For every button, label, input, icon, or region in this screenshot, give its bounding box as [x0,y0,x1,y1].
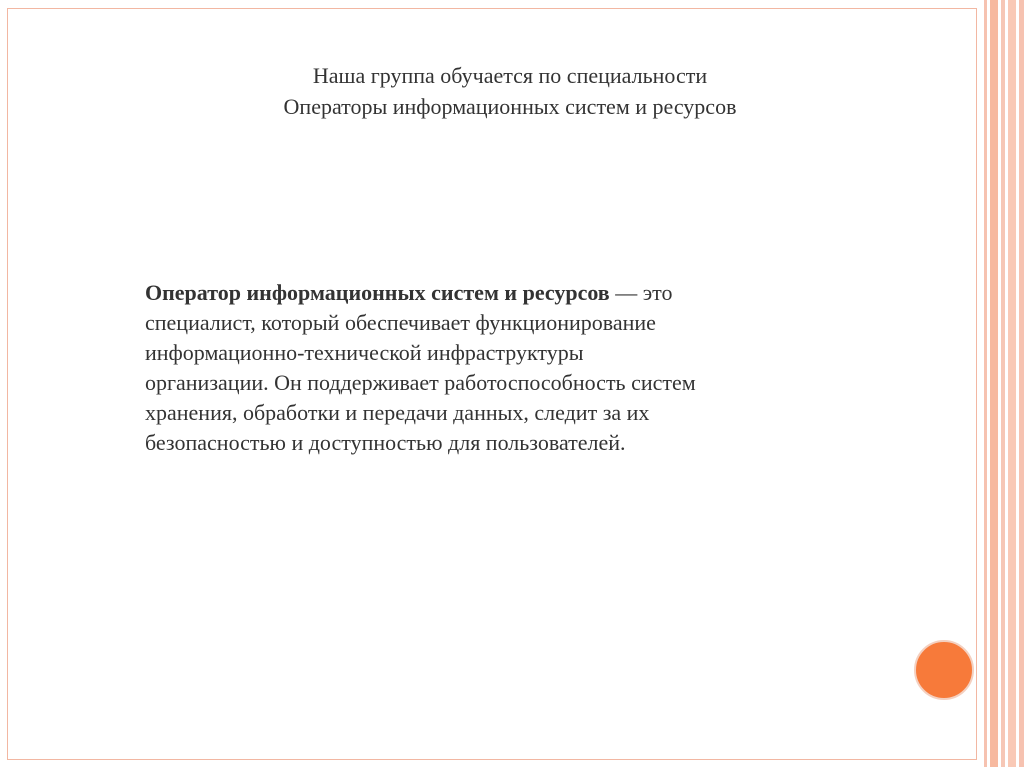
definition-paragraph [145,278,865,458]
definition-line: хранения, обработки и передачи данных, следит за их [145,400,650,425]
decorative-stripe [990,0,998,767]
slide-title [170,60,850,122]
decorative-stripe [984,0,987,767]
decorative-stripe [1019,0,1024,767]
title-line-2: Операторы информационных систем и ресурсов [283,94,737,119]
definition-line: информационно-технической инфраструктуры [145,340,584,365]
definition-term: Оператор информационных систем и ресурсов [145,280,610,305]
decorative-stripe [1008,0,1016,767]
decorative-stripe [1001,0,1005,767]
definition-line: специалист, который обеспечивает функционирование [145,310,656,335]
title-line-1: Наша группа обучается по специальности [312,63,708,88]
definition-first-line [145,278,865,308]
definition-dash-text: — это [609,280,673,305]
definition-line: организации. Он поддерживает работоспособность систем [145,370,696,395]
decorative-orange-circle [914,640,974,700]
definition-line: безопасностью и доступностью для пользователей. [145,430,626,455]
